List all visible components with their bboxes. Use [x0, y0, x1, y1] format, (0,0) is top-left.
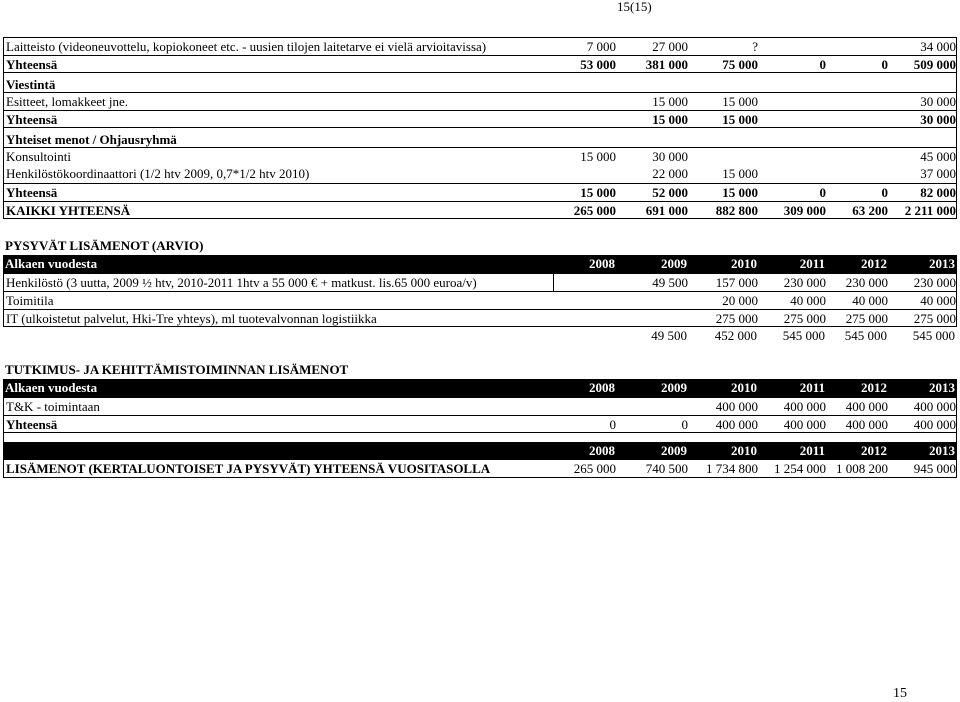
year-header-row: Alkaen vuodesta 2008 2009 2010 2011 2012 2013 — [5, 256, 955, 271]
table-row: Toimitila 20 000 40 000 40 000 40 000 — [3, 291, 957, 309]
page-number: 15 — [893, 686, 907, 701]
table-row: Henkilöstökoordinaattori (1/2 htv 2009, 0,7*1/2 htv 2010) 22 000 15 000 37 000 — [3, 165, 957, 183]
table-row: Laitteisto (videoneuvottelu, kopiokoneet etc. - uusien tilojen laitetarve ei vielä arvioitavissa) 7 000 27 000 ? 34 000 — [3, 37, 957, 55]
page-reference: 15(15) — [617, 0, 652, 14]
subtotal-row: Yhteensä 53 000 381 000 75 000 0 0 509 000 — [3, 55, 957, 73]
section-title: PYSYVÄT LISÄMENOT (ARVIO) — [5, 238, 204, 253]
table-row: T&K - toimintaan 400 000 400 000 400 000 400 000 — [3, 397, 957, 415]
section-title: TUTKIMUS- JA KEHITTÄMISTOIMINNAN LISÄMENOT — [5, 362, 349, 377]
subtotal-row: Yhteensä 0 0 400 000 400 000 400 000 400 000 — [3, 415, 957, 433]
sum-row: 49 500 452 000 545 000 545 000 545 000 — [651, 328, 955, 343]
subtotal-row: Yhteensä 15 000 15 000 30 000 — [3, 110, 957, 128]
table-row: IT (ulkoistetut palvelut, Hki-Tre yhteys), ml tuotevalvonnan logistiikka 275 000 275 000 275 000 275 000 — [3, 309, 957, 327]
budget-table — [3, 37, 957, 478]
year-header-row: 2008 2009 2010 2011 2012 2013 — [3, 442, 957, 460]
section-heading: Yhteiset menot / Ohjausryhmä — [3, 128, 957, 147]
subtotal-row: Yhteensä 15 000 52 000 15 000 0 0 82 000 — [3, 183, 957, 201]
table-row: Konsultointi 15 000 30 000 45 000 — [3, 147, 957, 165]
grand-total-row: KAIKKI YHTEENSÄ 265 000 691 000 882 800 309 000 63 200 2 211 000 — [3, 201, 957, 219]
section-heading: Viestintä — [3, 73, 957, 92]
table-row: Esitteet, lomakkeet jne. 15 000 15 000 30 000 — [3, 92, 957, 110]
annual-total-row: LISÄMENOT (KERTALUONTOISET JA PYSYVÄT) YHTEENSÄ VUOSITASOLLA 265 000 740 500 1 734 800 1 254 000 1 008 200 945 000 — [3, 460, 957, 478]
year-header-row: Alkaen vuodesta 2008 2009 2010 2011 2012 2013 — [5, 380, 955, 395]
table-row: Henkilöstö (3 uutta, 2009 ½ htv, 2010-2011 1htv a 55 000 € + matkust. lis.65 000 euroa/v) 49 500 157 000 230 000 230 000 230 000 — [3, 273, 957, 291]
